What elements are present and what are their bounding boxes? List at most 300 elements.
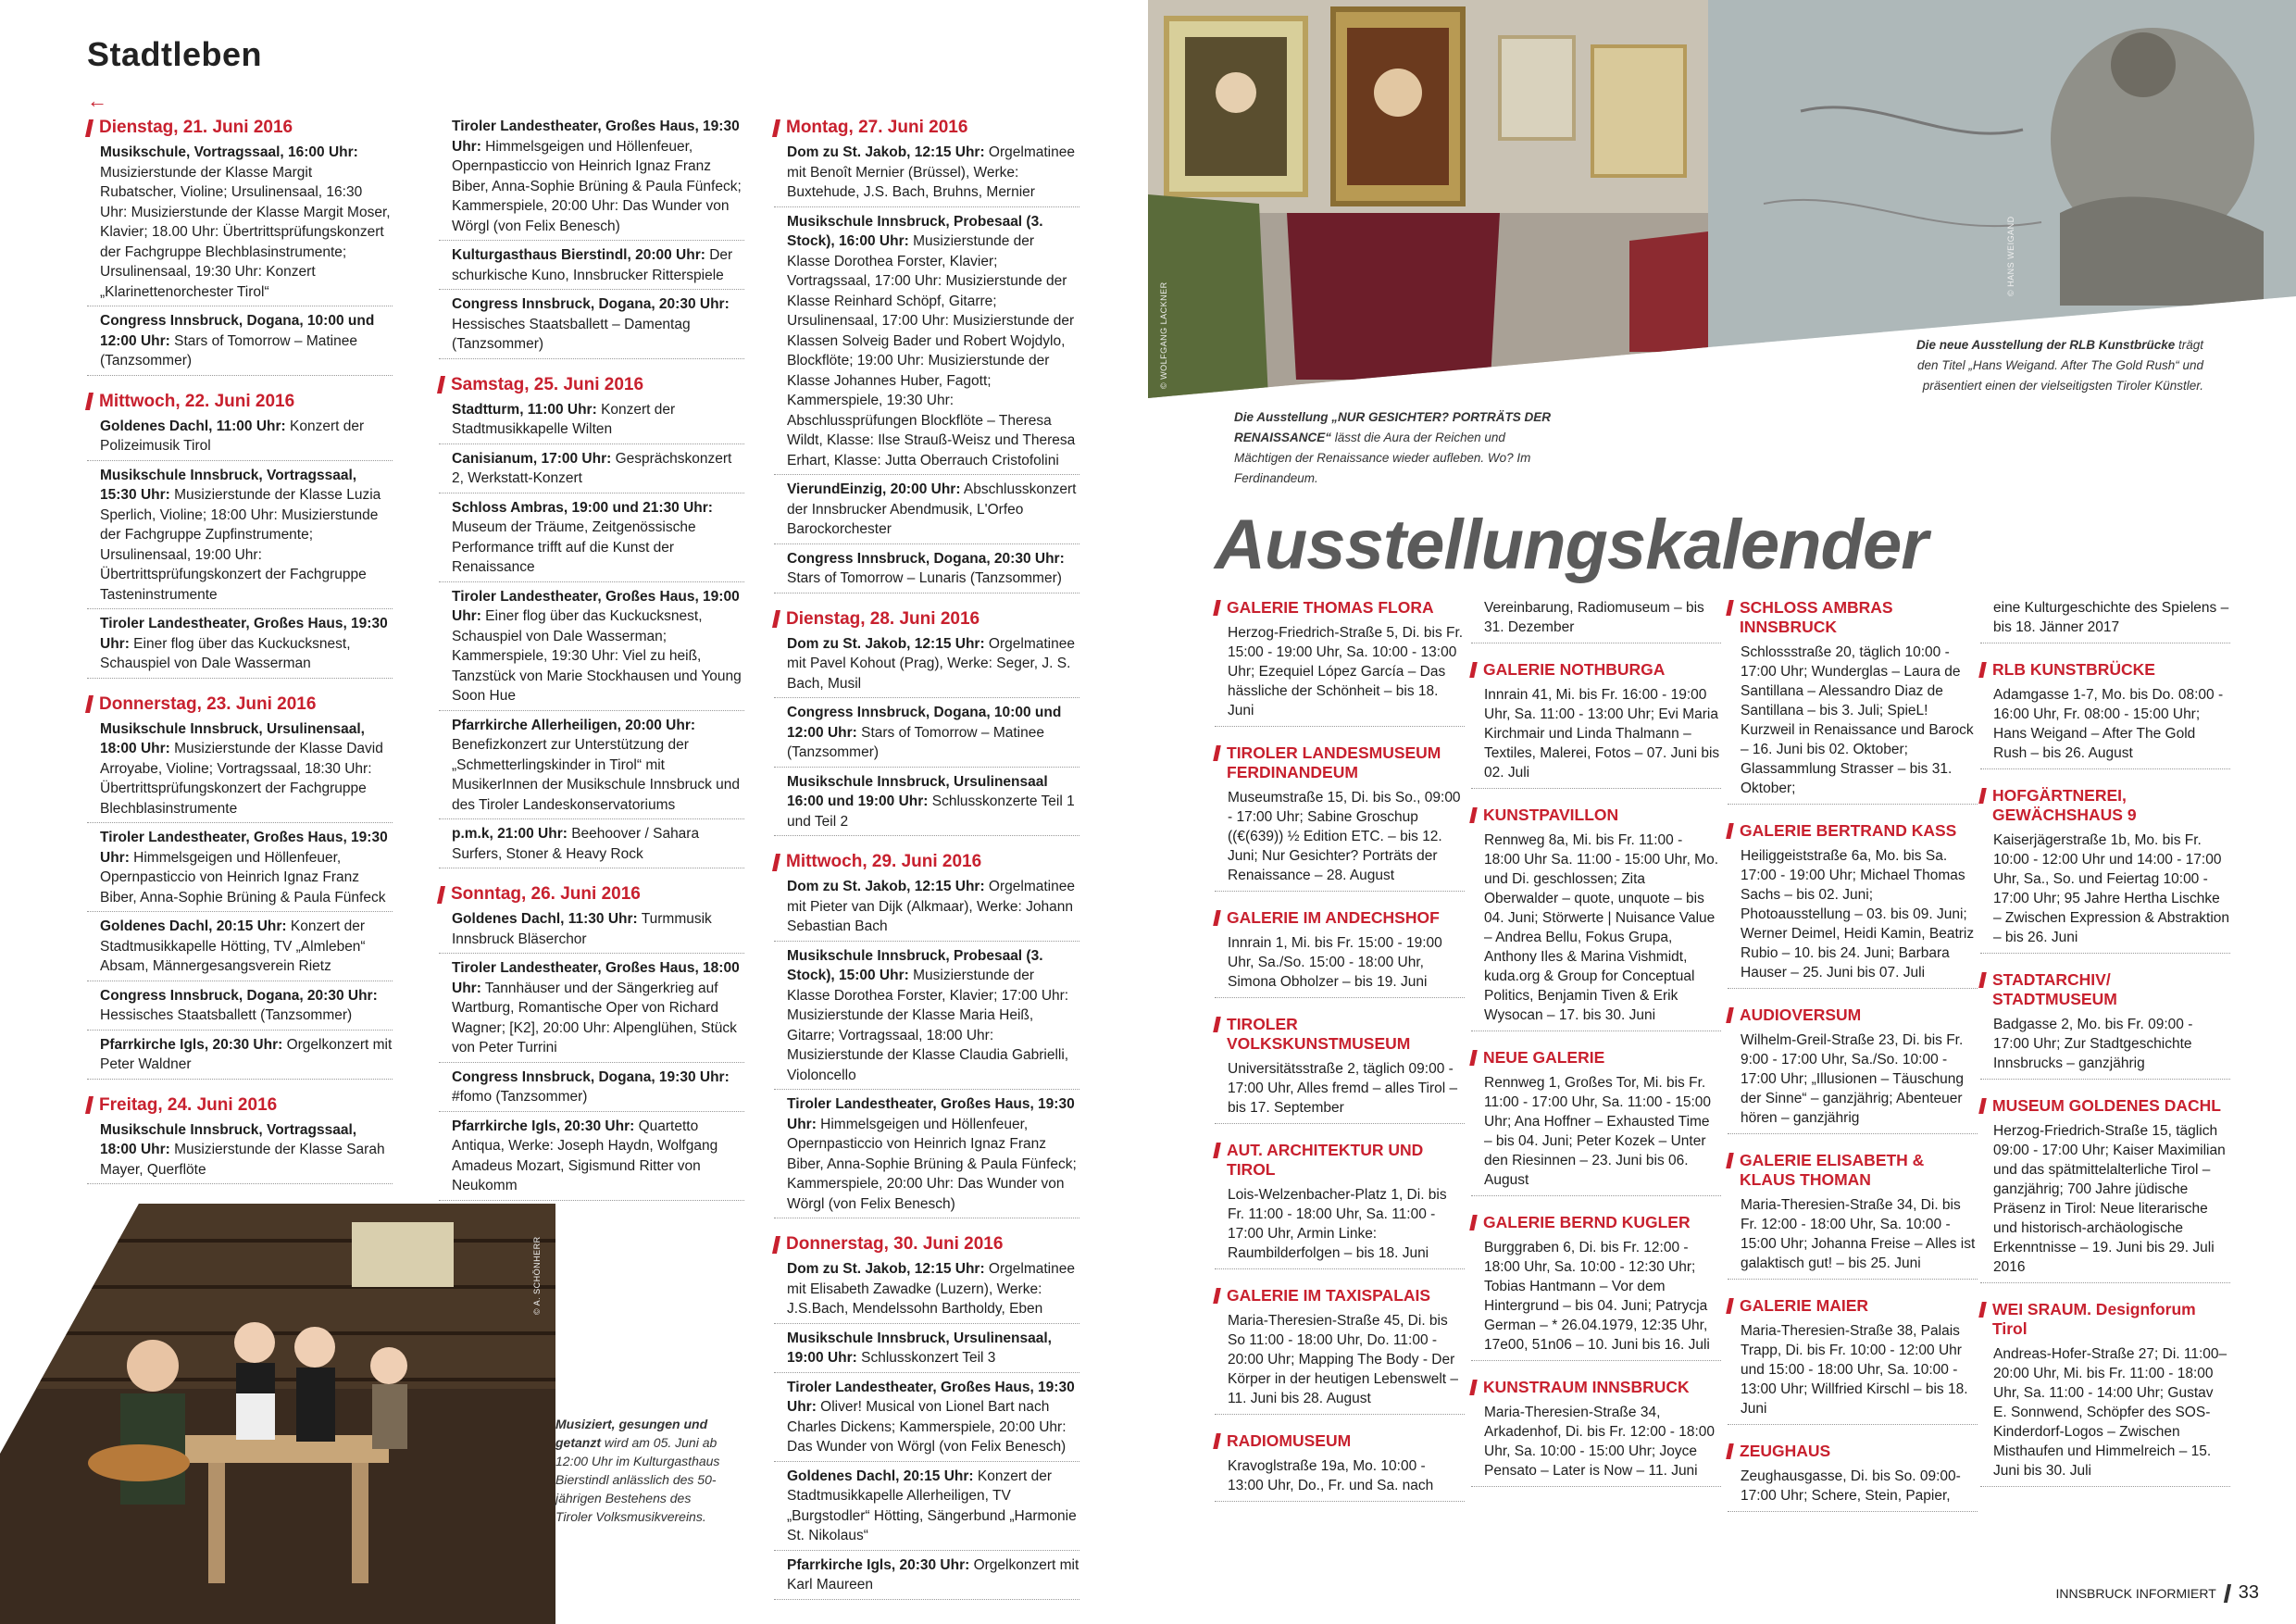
event-description: Musizierstunde der Klasse Luzia Sperlich, Violine; 18:00 Uhr: Musizierstunde der Fachgruppe Zupfinstrumente; Ursulinensaal, 19:00 Uhr: Übertrittsprüfungskonzert der Fachgruppe Tasteninstrumente: [100, 487, 381, 603]
museum-caption-rest: lässt die Aura der Reichen und Mächtigen der Renaissance wieder aufleben. Wo? Im Ferdinandeum.: [1234, 431, 1531, 485]
gallery-heading: [1728, 1296, 1978, 1316]
event-description: Orgelmatinee mit Benoît Mernier (Brüssel), Werke: Buxtehude, J.S. Bach, Bruhns, Mernier: [787, 144, 1075, 200]
event-description: Schlusskonzert Teil 3: [856, 1350, 996, 1366]
heading-bar-icon: [1469, 1050, 1478, 1066]
event-description: Orgelmatinee mit Pavel Kohout (Prag), Werke: Seger, J. S. Bach, Musil: [787, 635, 1075, 692]
museum-photo-credit: © WOLFGANG LACKNER: [1159, 281, 1168, 389]
gallery-name: GALERIE THOMAS FLORA: [1227, 598, 1434, 617]
gallery-name: KUNSTPAVILLON: [1483, 806, 1619, 824]
gallery-heading: [1728, 821, 1978, 841]
event-description: Turmmusik Innsbruck Bläserchor: [452, 911, 712, 947]
music-photo-credit: © A. SCHÖNHERR: [532, 1236, 542, 1315]
event-entry: [439, 449, 744, 493]
museum-photo: [1148, 0, 1708, 398]
drawing-photo: [1708, 0, 2296, 347]
event-venue: Goldenes Dachl, 11:00 Uhr:: [100, 418, 286, 434]
event-description: Hessisches Staatsballett – Damentag (Tanzsommer): [452, 316, 691, 352]
gallery-entry: [1728, 1006, 1978, 1134]
event-description: Museum der Träume, Zeitgenössische Performance trifft auf die Kunst der Renaissance: [452, 519, 696, 575]
event-day: [439, 117, 744, 359]
event-entry: [774, 212, 1079, 476]
heading-bar-icon: [437, 886, 445, 904]
event-venue: Musikschule Innsbruck, Probesaal (3. Stock), 15:00 Uhr:: [787, 947, 1043, 983]
gallery-details: Maria-Theresien-Straße 34, Di. bis Fr. 12:00 - 18:00 Uhr, Sa. 10:00 - 15:00 Uhr; Johanna Freise – Alles ist galaktisch gut! – bis 25. Juni: [1728, 1195, 1978, 1280]
gallery-details: Museumstraße 15, Di. bis So., 09:00 - 17:00 Uhr; Sabine Groschup ((€(639)) ½ Edition ETC. – bis 12. Juni; Nur Gesichter? Porträts der Renaissance – 28. August: [1215, 788, 1465, 892]
heading-bar-icon: [1726, 1153, 1734, 1168]
event-date: Dienstag, 21. Juni 2016: [99, 118, 293, 137]
event-venue: Dom zu St. Jakob, 12:15 Uhr:: [787, 879, 985, 894]
gallery-details: Badgasse 2, Mo. bis Fr. 09:00 - 17:00 Uhr; Zur Stadtgeschichte Innsbrucks – ganzjährig: [1980, 1015, 2230, 1080]
music-caption-bold: Musiziert, gesungen und getanzt: [555, 1417, 708, 1450]
event-venue: Dom zu St. Jakob, 12:15 Uhr:: [787, 144, 985, 160]
heading-bar-icon: [1213, 1433, 1221, 1449]
event-date: Donnerstag, 30. Juni 2016: [786, 1234, 1004, 1254]
gallery-details: Rennweg 1, Großes Tor, Mi. bis Fr. 11:00 - 17:00 Uhr, Sa. 11:00 - 15:00 Uhr; Ana Hoffner – Exhausted Time – bis 04. Juni; Peter Kozek – Unter den Riesinnen – 23. Juni bis 06. August: [1471, 1073, 1721, 1196]
gallery-column-2: [1471, 598, 1721, 1504]
event-description: Musizierstunde der Klasse David Arroyabe, Violine; Vortragssaal, 18:30 Uhr: Übertrittsprüfungskonzert der Fachgruppe Blechblasinstrumente: [100, 741, 383, 817]
gallery-name: ZEUGHAUS: [1740, 1442, 1831, 1460]
event-description: Himmelsgeigen und Höllenfeuer, Opernpasticcio von Heinrich Ignaz Franz Biber, Anna-Sophie Brüning & Paula Fünfeck: [100, 849, 386, 906]
event-description: Himmelsgeigen und Höllenfeuer, Opernpasticcio von Heinrich Ignaz Franz Biber, Anna-Sophie Brüning & Paula Fünfeck; Kammerspiele, 20:00 Uhr: Das Wunder von Wörgl (von Felix Benesch): [452, 138, 742, 234]
event-description: Der schurkische Kuno, Innsbrucker Ritterspiele: [452, 247, 733, 283]
event-day: [87, 391, 393, 679]
event-entry: [439, 1068, 744, 1112]
event-entry: [774, 634, 1079, 699]
event-day: [87, 1094, 393, 1185]
gallery-entry: [1728, 1296, 1978, 1425]
gallery-entry: [1471, 598, 1721, 643]
gallery-details: Maria-Theresien-Straße 34, Arkadenhof, Di. bis Fr. 12:00 - 18:00 Uhr, Sa. 10:00 - 15:00 Uhr; Joyce Pensato – Later is Now – 11. Juni: [1471, 1403, 1721, 1487]
gallery-name: GALERIE MAIER: [1740, 1296, 1869, 1315]
gallery-entry: [1980, 970, 2230, 1080]
gallery-heading: [1215, 743, 1465, 782]
event-description: Oliver! Musical von Lionel Bart nach Charles Dickens; Kammerspiele, 20:00 Uhr: Das Wunder von Wörgl (von Felix Benesch): [787, 1399, 1067, 1455]
gallery-details: Kaiserjägerstraße 1b, Mo. bis Fr. 10:00 - 12:00 Uhr und 14:00 - 17:00 Uhr, Sa., So. und Feiertag 10:00 - 17:00 Uhr; 95 Jahre Hertha Lischke – Zwischen Expression & Abstraktion – bis 26. Juni: [1980, 831, 2230, 954]
heading-bar-icon: [1213, 1143, 1221, 1158]
event-day-heading: [439, 883, 744, 906]
event-day-heading: [87, 1094, 393, 1117]
heading-bar-icon: [772, 610, 780, 628]
event-venue: Tiroler Landestheater, Großes Haus, 18:00 Uhr:: [452, 960, 740, 996]
event-venue: Musikschule Innsbruck, Ursulinensaal, 18:00 Uhr:: [100, 720, 365, 756]
event-day-heading: [87, 693, 393, 716]
gallery-entry: [1471, 806, 1721, 1031]
heading-bar-icon: [1213, 910, 1221, 926]
gallery-entry: [1728, 1442, 1978, 1512]
gallery-details: Herzog-Friedrich-Straße 5, Di. bis Fr. 15:00 - 19:00 Uhr, Sa. 10:00 - 13:00 Uhr; Ezequiel López García – Das hässliche der Schönheit – bis 18. Juni: [1215, 623, 1465, 727]
heading-bar-icon: [1978, 1302, 1987, 1318]
events-column-1: [87, 117, 393, 1199]
gallery-entry: [1980, 660, 2230, 769]
heading-bar-icon: [1213, 745, 1221, 761]
event-date: Mittwoch, 29. Juni 2016: [786, 852, 982, 871]
gallery-heading: [1980, 1300, 2230, 1339]
event-day: [774, 1233, 1079, 1600]
event-description: Himmelsgeigen und Höllenfeuer, Opernpasticcio von Heinrich Ignaz Franz Biber, Anna-Sophie Brüning & Paula Fünfeck; Kammerspiele, 20:00 Uhr: Das Wunder von Wörgl (von Felix Benesch): [787, 1116, 1077, 1212]
event-date: Montag, 27. Juni 2016: [786, 118, 968, 137]
gallery-name: RADIOMUSEUM: [1227, 1431, 1352, 1450]
page-footer: [2056, 1582, 2259, 1604]
event-description: Orgelkonzert mit Peter Waldner: [100, 1036, 393, 1072]
publication-name: INNSBRUCK INFORMIERT: [2055, 1585, 2216, 1601]
event-venue: Goldenes Dachl, 20:15 Uhr:: [787, 1468, 974, 1484]
event-venue: Tiroler Landestheater, Großes Haus, 19:30 Uhr:: [100, 830, 388, 866]
event-venue: Musikschule, Vortragssaal, 16:00 Uhr:: [100, 144, 358, 160]
event-entry: [87, 828, 393, 912]
event-description: Quartetto Antiqua, Werke: Joseph Haydn, Wolfgang Amadeus Mozart, Sigismund Ritter von Neukomm: [452, 1118, 718, 1193]
gallery-heading: [1215, 1431, 1465, 1451]
event-venue: Congress Innsbruck, Dogana, 20:30 Uhr:: [100, 987, 378, 1004]
event-description: Musizierstunde der Klasse Sarah Mayer, Querflöte: [100, 1142, 385, 1178]
gallery-entry: [1215, 743, 1465, 892]
event-venue: Kulturgasthaus Bierstindl, 20:00 Uhr:: [452, 247, 705, 263]
heading-bar-icon: [85, 695, 94, 713]
gallery-details: Vereinbarung, Radiomuseum – bis 31. Dezember: [1471, 598, 1721, 643]
gallery-name: TIROLER VOLKSKUNSTMUSEUM: [1227, 1015, 1411, 1053]
event-date: Samstag, 25. Juni 2016: [451, 374, 644, 394]
gallery-entry: [1980, 1300, 2230, 1487]
event-entry: [87, 1120, 393, 1185]
gallery-heading: [1215, 1015, 1465, 1054]
gallery-entry: [1471, 1378, 1721, 1487]
event-venue: Schloss Ambras, 19:00 und 21:30 Uhr:: [452, 499, 713, 516]
gallery-name: WEI SRAUM. Designforum Tirol: [1992, 1300, 2196, 1338]
events-column-2: [439, 117, 744, 1216]
gallery-name: GALERIE IM TAXISPALAIS: [1227, 1286, 1431, 1305]
heading-bar-icon: [1726, 1298, 1734, 1314]
event-description: Musizierstunde der Klasse Dorothea Forster, Klavier; 17:00 Uhr: Musizierstunde der Klasse Maria Heiß, Gitarre; Vortragssaal, 18:00 Uhr: Musizierstunde der Klasse Claudia Gabrielli, Violoncello: [787, 968, 1069, 1083]
event-entry: [87, 466, 393, 610]
event-venue: Dom zu St. Jakob, 12:15 Uhr:: [787, 1261, 985, 1277]
event-venue: Tiroler Landestheater, Großes Haus, 19:30 Uhr:: [100, 616, 388, 652]
event-venue: Congress Innsbruck, Dogana, 10:00 und 12:00 Uhr:: [787, 705, 1062, 741]
heading-bar-icon: [1978, 972, 1987, 988]
event-entry: [774, 1378, 1079, 1462]
event-venue: p.m.k, 21:00 Uhr:: [452, 826, 568, 842]
event-venue: Tiroler Landestheater, Großes Haus, 19:30 Uhr:: [787, 1379, 1075, 1415]
heading-bar-icon: [1469, 1215, 1478, 1230]
event-description: Musizierstunde der Klasse Margit Rubatscher, Violine; Ursulinensaal, 16:30 Uhr: Musizierstunde der Klasse Margit Moser, Klavier; 18.00 Uhr: Übertrittsprüfungskonzert der Fachgruppe Blechblasinstrumente; Ursulinensaal, 19:30 Uhr: Konzert „Klarinettenorchester Tirol“: [100, 164, 391, 300]
back-arrow-icon[interactable]: ←: [87, 89, 107, 112]
heading-bar-icon: [1213, 1288, 1221, 1304]
event-description: Gesprächskonzert 2, Werkstatt-Konzert: [452, 450, 732, 486]
drawing-caption-bold: Die neue Ausstellung der RLB Kunstbrücke: [1915, 338, 2176, 352]
event-description: Hessisches Staatsballett (Tanzsommer): [100, 1007, 353, 1023]
gallery-heading: [1728, 598, 1978, 637]
event-description: Orgelmatinee mit Elisabeth Zawadke (Luzern), Werke: J.S.Bach, Mendelssohn Bartholdy, Eben: [787, 1261, 1075, 1317]
music-photo-caption: [555, 1415, 722, 1526]
museum-photo-caption: [1234, 407, 1558, 489]
gallery-heading: [1980, 1096, 2230, 1116]
event-day: [87, 117, 393, 376]
gallery-heading: [1980, 660, 2230, 680]
gallery-entry: [1980, 786, 2230, 954]
gallery-heading: [1471, 1213, 1721, 1232]
event-description: #fomo (Tanzsommer): [452, 1089, 588, 1105]
heading-bar-icon: [1978, 788, 1987, 804]
gallery-entry: [1980, 598, 2230, 643]
gallery-details: Kravoglstraße 19a, Mo. 10:00 - 13:00 Uhr, Do., Fr. und Sa. nach: [1215, 1456, 1465, 1502]
heading-bar-icon: [85, 1096, 94, 1114]
event-day-heading: [439, 374, 744, 396]
museum-caption-bold: Die Ausstellung „NUR GESICHTER? PORTRÄTS DER RENAISSANCE“: [1234, 410, 1552, 444]
music-caption-rest: wird am 05. Juni ab 12:00 Uhr im Kulturgasthaus Bierstindl anlässlich des 50-jährigen Bestehens des Tiroler Volksmusikvereins.: [555, 1435, 720, 1524]
gallery-entry: [1215, 1286, 1465, 1415]
gallery-entry: [1215, 1141, 1465, 1269]
gallery-entry: [1215, 1015, 1465, 1124]
event-entry: [87, 719, 393, 824]
event-entry: [439, 400, 744, 444]
gallery-details: Schlossstraße 20, täglich 10:00 - 17:00 Uhr; Wunderglas – Laura de Santillana – Alessandro Diaz de Santillana – bis 3. Juli; SpieL! Kurzweil in Renaissance und Barock – 16. Juni bis 02. Oktober; Glassammlung Strasser – bis 31. Oktober;: [1728, 643, 1978, 805]
heading-bar-icon: [1469, 807, 1478, 823]
event-description: Benefizkonzert zur Unterstützung der „Schmetterlingskinder in Tirol“ mit MusikerInnen der Musikschule Innsbruck und des Tiroler Landeskonservatoriums: [452, 737, 741, 813]
event-entry: [774, 549, 1079, 593]
gallery-entry: [1980, 1096, 2230, 1283]
event-date: Mittwoch, 22. Juni 2016: [99, 391, 295, 411]
events-column-3: [774, 117, 1079, 1615]
event-day: [774, 608, 1079, 837]
event-day: [87, 693, 393, 1080]
gallery-entry: [1215, 908, 1465, 998]
event-description: Abschlusskonzert der Innsbrucker Abendmusik, L'Orfeo Barockorchester: [787, 481, 1077, 537]
heading-bar-icon: [1469, 662, 1478, 678]
gallery-details: Herzog-Friedrich-Straße 15, täglich 09:00 - 17:00 Uhr; Kaiser Maximilian und das spätmittelalterliche Tirol – ganzjährig; 700 Jahre jüdische Präsenz in Tirol: Neue literarische und historisch-archäologische Erkenntnisse – 19. Juni bis 29. Juli 2016: [1980, 1121, 2230, 1283]
event-entry: [774, 1259, 1079, 1324]
music-photo: [0, 1204, 555, 1624]
gallery-name: STADTARCHIV/ STADTMUSEUM: [1992, 970, 2117, 1008]
event-venue: Canisianum, 17:00 Uhr:: [452, 450, 612, 467]
event-entry: [774, 1555, 1079, 1600]
event-venue: Tiroler Landestheater, Großes Haus, 19:30 Uhr:: [452, 119, 740, 155]
event-day: [439, 883, 744, 1201]
gallery-entry: [1728, 598, 1978, 805]
gallery-details: Maria-Theresien-Straße 38, Palais Trapp, Di. bis Fr. 10:00 - 12:00 Uhr und 15:00 - 18:00 Uhr, Sa. 10:00 - 13:00 Uhr; Willfried Kirschl – bis 18. Juni: [1728, 1321, 1978, 1425]
event-entry: [439, 824, 744, 868]
event-day-heading: [774, 1233, 1079, 1255]
event-venue: Pfarrkirche Igls, 20:30 Uhr:: [787, 1556, 970, 1573]
event-venue: Pfarrkirche Igls, 20:30 Uhr:: [100, 1036, 283, 1053]
event-entry: [774, 143, 1079, 207]
gallery-heading: [1980, 786, 2230, 825]
event-entry: [439, 1117, 744, 1201]
event-date: Sonntag, 26. Juni 2016: [451, 884, 641, 904]
event-entry: [87, 1035, 393, 1080]
event-entry: [774, 1329, 1079, 1373]
event-entry: [439, 117, 744, 241]
heading-bar-icon: [1726, 1443, 1734, 1459]
event-venue: Tiroler Landestheater, Großes Haus, 19:00 Uhr:: [452, 588, 740, 624]
event-venue: Congress Innsbruck, Dogana, 10:00 und 12:00 Uhr:: [100, 313, 375, 349]
gallery-entry: [1215, 1431, 1465, 1502]
event-description: Einer flog über das Kuckucksnest, Schauspiel von Dale Wasserman: [100, 635, 351, 671]
heading-bar-icon: [772, 119, 780, 137]
event-description: Einer flog über das Kuckucksnest, Schauspiel von Dale Wasserman; Kammerspiele, 19:30 Uhr: Viel zu heiß, Tanzstück von Marie Stockhausen und Young Soon Hue: [452, 608, 742, 704]
event-day: [774, 117, 1079, 593]
gallery-details: eine Kulturgeschichte des Spielens – bis 18. Jänner 2017: [1980, 598, 2230, 643]
event-venue: Musikschule Innsbruck, Vortragssaal, 15:30 Uhr:: [100, 467, 357, 503]
event-entry: [87, 614, 393, 679]
gallery-name: HOFGÄRTNEREI, GEWÄCHSHAUS 9: [1992, 786, 2137, 824]
event-venue: Congress Innsbruck, Dogana, 20:30 Uhr:: [787, 550, 1065, 567]
event-entry: [439, 909, 744, 954]
gallery-heading: [1471, 806, 1721, 825]
event-entry: [87, 917, 393, 981]
gallery-name: MUSEUM GOLDENES DACHL: [1992, 1096, 2221, 1115]
event-venue: Goldenes Dachl, 11:30 Uhr:: [452, 911, 638, 927]
gallery-heading: [1471, 660, 1721, 680]
event-description: Konzert der Stadtmusikkapelle Hötting, TV „Almleben“ Absam, Männergesangsverein Rietz: [100, 918, 366, 974]
event-entry: [87, 986, 393, 1031]
event-entry: [774, 1094, 1079, 1218]
heading-bar-icon: [85, 393, 94, 410]
section-title: Stadtleben: [87, 35, 263, 73]
heading-bar-icon: [1213, 600, 1221, 616]
gallery-name: GALERIE NOTHBURGA: [1483, 660, 1666, 679]
gallery-name: RLB KUNSTBRÜCKE: [1992, 660, 2155, 679]
gallery-entry: [1471, 1213, 1721, 1361]
event-venue: VierundEinzig, 20:00 Uhr:: [787, 481, 961, 497]
gallery-name: GALERIE BERND KUGLER: [1483, 1213, 1691, 1231]
gallery-details: Universitätsstraße 2, täglich 09:00 - 17:00 Uhr, Alles fremd – alles Tirol – bis 17. September: [1215, 1059, 1465, 1124]
heading-bar-icon: [1213, 1017, 1221, 1032]
event-venue: Stadtturm, 11:00 Uhr:: [452, 401, 597, 418]
gallery-heading: [1215, 1141, 1465, 1180]
event-day-heading: [774, 117, 1079, 139]
gallery-details: Innrain 41, Mi. bis Fr. 16:00 - 19:00 Uhr, Sa. 11:00 - 13:00 Uhr; Evi Maria Kirchmair und Linda Thalmann – Textiles, Malerei, Fotos – 07. Juni bis 02. Juli: [1471, 685, 1721, 789]
gallery-name: TIROLER LANDESMUSEUM FERDINANDEUM: [1227, 743, 1441, 781]
heading-bar-icon: [1726, 823, 1734, 839]
event-entry: [87, 143, 393, 306]
page-number: 33: [2238, 1582, 2259, 1603]
event-venue: Pfarrkirche Allerheiligen, 20:00 Uhr:: [452, 717, 696, 733]
event-entry: [87, 311, 393, 376]
gallery-details: Andreas-Hofer-Straße 27; Di. 11:00–20:00 Uhr, Mi. bis Fr. 11:00 - 18:00 Uhr, Sa. 11:00 - 14:00 Uhr; Gustav E. Sonnwend, Schöpfer des SOS-Kinderdorf-Logos – Zwischen Misthaufen und Himmelreich – 15. Juni bis 30. Juli: [1980, 1344, 2230, 1487]
heading-bar-icon: [1726, 1007, 1734, 1023]
gallery-heading: [1728, 1442, 1978, 1461]
event-day-heading: [87, 117, 393, 139]
gallery-heading: [1471, 1048, 1721, 1068]
event-entry: [87, 417, 393, 461]
heading-bar-icon: [772, 854, 780, 871]
event-description: Konzert der Stadtmusikkapelle Wilten: [452, 401, 676, 437]
gallery-details: Zeughausgasse, Di. bis So. 09:00-17:00 Uhr; Schere, Stein, Papier,: [1728, 1467, 1978, 1512]
event-entry: [439, 958, 744, 1063]
event-venue: Goldenes Dachl, 20:15 Uhr:: [100, 918, 287, 934]
gallery-column-1: [1215, 598, 1465, 1518]
gallery-name: SCHLOSS AMBRAS INNSBRUCK: [1740, 598, 1893, 636]
heading-bar-icon: [437, 376, 445, 394]
gallery-entry: [1471, 1048, 1721, 1196]
event-entry: [439, 245, 744, 290]
event-entry: [439, 587, 744, 711]
event-entry: [439, 498, 744, 582]
event-venue: Musikschule Innsbruck, Ursulinensaal, 19:00 Uhr:: [787, 1330, 1052, 1366]
event-entry: [774, 1467, 1079, 1551]
gallery-name: GALERIE ELISABETH & KLAUS THOMAN: [1740, 1151, 1925, 1189]
gallery-entry: [1728, 821, 1978, 989]
gallery-heading: [1215, 1286, 1465, 1305]
drawing-photo-caption: [1898, 335, 2203, 396]
event-entry: [439, 294, 744, 359]
gallery-details: Adamgasse 1-7, Mo. bis Do. 08:00 - 16:00 Uhr, Fr. 08:00 - 15:00 Uhr; Hans Weigand – After The Gold Rush – bis 26. August: [1980, 685, 2230, 769]
gallery-name: KUNSTRAUM INNSBRUCK: [1483, 1378, 1690, 1396]
heading-bar-icon: [1469, 1380, 1478, 1395]
event-entry: [439, 716, 744, 820]
heading-bar-icon: [1978, 1098, 1987, 1114]
event-venue: Pfarrkirche Igls, 20:30 Uhr:: [452, 1118, 635, 1134]
event-day: [774, 851, 1079, 1218]
drawing-caption-rest: trägt den Titel „Hans Weigand. After The Gold Rush“ und präsentiert einen der vielseitigsten Tiroler Künstler.: [1916, 338, 2203, 393]
event-description: Konzert der Stadtmusikkapelle Allerheiligen, TV „Burgstodler“ Hötting, Sängerbund „Harmonie St. Nikolaus“: [787, 1468, 1077, 1543]
event-description: Orgelmatinee mit Pieter van Dijk (Alkmaar), Werke: Johann Sebastian Bach: [787, 879, 1075, 934]
event-entry: [774, 703, 1079, 768]
gallery-name: NEUE GALERIE: [1483, 1048, 1605, 1067]
gallery-heading: [1471, 1378, 1721, 1397]
footer-divider: [2224, 1584, 2231, 1603]
event-date: Dienstag, 28. Juni 2016: [786, 608, 980, 629]
drawing-photo-credit: © HANS WEIGAND: [2006, 216, 2015, 296]
heading-bar-icon: [1726, 600, 1734, 616]
gallery-name: GALERIE BERTRAND KASS: [1740, 821, 1957, 840]
gallery-heading: [1215, 908, 1465, 928]
gallery-name: AUDIOVERSUM: [1740, 1006, 1862, 1024]
event-day-heading: [774, 851, 1079, 873]
gallery-details: Rennweg 8a, Mi. bis Fr. 11:00 - 18:00 Uhr Sa. 11:00 - 15:00 Uhr, Mo. und Di. geschlossen; Zita Oberwalder – quote, unquote – bis 04. Juni; Störwerte | Nuisance Value – Andrea Bellu, Fokus Grupa, Anthony Iles & Marina Vishmidt, kuda.org & Group for Conceptual Politics, Benjamin Tiven & Erik Wysocan – 17. bis 30. Juni: [1471, 831, 1721, 1031]
gallery-details: Maria-Theresien-Straße 45, Di. bis So 11:00 - 18:00 Uhr, Do. 11:00 - 20:00 Uhr; Mapping The Body - Der Körper in der heutigen Lebenswelt – 11. Juni bis 28. August: [1215, 1311, 1465, 1415]
event-day: [439, 374, 744, 869]
heading-bar-icon: [1978, 662, 1987, 678]
event-description: Beehoover / Sahara Surfers, Stoner & Heavy Rock: [452, 826, 700, 862]
event-description: Konzert der Polizeimusik Tirol: [100, 418, 365, 454]
event-day-heading: [774, 608, 1079, 631]
gallery-entry: [1728, 1151, 1978, 1280]
heading-bar-icon: [772, 1236, 780, 1254]
gallery-entry: [1215, 598, 1465, 727]
gallery-details: Lois-Welzenbacher-Platz 1, Di. bis Fr. 11:00 - 18:00 Uhr, Sa. 11:00 - 17:00 Uhr, Armin Linke: Raumbilderfolgen – bis 18. Juni: [1215, 1185, 1465, 1269]
gallery-details: Heiliggeiststraße 6a, Mo. bis Sa. 17:00 - 19:00 Uhr; Michael Thomas Sachs – bis 02. Juni; Photoausstellung – 03. bis 09. Juni; Werner Deimel, Heidi Kamin, Beatriz Rubio – 10. bis 24. Juni; Barbara Hauser – 25. Juni bis 07. Juli: [1728, 846, 1978, 989]
event-description: Schlusskonzerte Teil 1 und Teil 2: [787, 793, 1075, 830]
gallery-entry: [1471, 660, 1721, 789]
event-entry: [774, 877, 1079, 942]
gallery-column-3: [1728, 598, 1978, 1529]
event-entry: [774, 480, 1079, 544]
event-description: Musizierstunde der Klasse Dorothea Forster, Klavier; Vortragssaal, 17:00 Uhr: Musizierstunde der Klasse Reinhard Schöpf, Gitarre; Ursulinensaal, 17:00 Uhr: Musizierstunde der Klassen Solveig Bader und Robert Wojdylo, Blockflöte; 19:00 Uhr: Musizierstunde der Klasse Johannes Huber, Fagott; Kammerspiele, 19:30 Uhr: Abschlussprüfungen Blockflöte – Theresa Wildt, Klasse: Ilse Strauß-Weisz und Theresa Erhart, Klasse: Jutta Oberrauch Cristofolini: [787, 233, 1076, 468]
event-description: Stars of Tomorrow – Matinee (Tanzsommer): [787, 724, 1044, 760]
event-date: Donnerstag, 23. Juni 2016: [99, 693, 317, 714]
gallery-details: Wilhelm-Greil-Straße 23, Di. bis Fr. 9:00 - 17:00 Uhr, Sa./So. 10:00 - 17:00 Uhr; „Illusionen – Täuschung der Sinne“ – ganzjährig; Abenteuer hören – ganzjährig: [1728, 1031, 1978, 1134]
event-day-heading: [87, 391, 393, 413]
event-venue: Musikschule Innsbruck, Vortragssaal, 18:00 Uhr:: [100, 1121, 357, 1157]
gallery-heading: [1215, 598, 1465, 618]
event-description: Stars of Tomorrow – Matinee (Tanzsommer): [100, 332, 357, 369]
heading-bar-icon: [85, 119, 94, 137]
event-venue: Congress Innsbruck, Dogana, 20:30 Uhr:: [452, 296, 730, 312]
event-venue: Congress Innsbruck, Dogana, 19:30 Uhr:: [452, 1068, 730, 1085]
gallery-column-4: [1980, 598, 2230, 1504]
gallery-heading: [1980, 970, 2230, 1009]
gallery-details: Burggraben 6, Di. bis Fr. 12:00 - 18:00 Uhr, Sa. 10:00 - 12:30 Uhr; Tobias Hantmann – Vor dem Hintergrund – bis 04. Juni; Patrycja German – * 26.04.1979, 12:35 Uhr, 17e00, 51n06 – 10. Juni bis 16. Juli: [1471, 1238, 1721, 1361]
gallery-heading: [1728, 1006, 1978, 1025]
event-venue: Musikschule Innsbruck, Ursulinensaal 16:00 und 19:00 Uhr:: [787, 773, 1048, 809]
gallery-heading: [1728, 1151, 1978, 1190]
ausstellung-title: Ausstellungskalender: [1215, 506, 1928, 584]
event-venue: Dom zu St. Jakob, 12:15 Uhr:: [787, 635, 985, 652]
event-venue: Musikschule Innsbruck, Probesaal (3. Stock), 16:00 Uhr:: [787, 213, 1043, 249]
gallery-name: GALERIE IM ANDECHSHOF: [1227, 908, 1440, 927]
event-date: Freitag, 24. Juni 2016: [99, 1094, 278, 1115]
gallery-details: Innrain 1, Mi. bis Fr. 15:00 - 19:00 Uhr, Sa./So. 15:00 - 18:00 Uhr, Simona Obholzer – bis 19. Juni: [1215, 933, 1465, 998]
event-venue: Tiroler Landestheater, Großes Haus, 19:30 Uhr:: [787, 1096, 1075, 1132]
